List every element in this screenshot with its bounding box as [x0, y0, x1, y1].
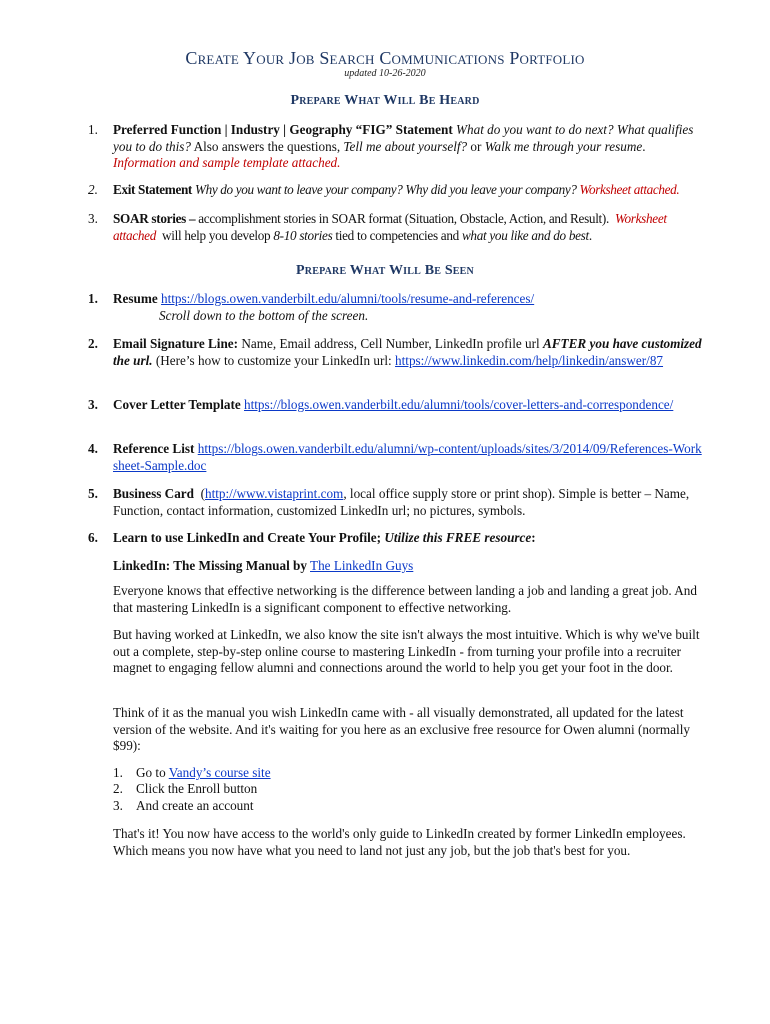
seen-item-2-number: 2.	[88, 336, 98, 351]
vistaprint-link[interactable]: http://www.vistaprint.com	[204, 486, 344, 501]
seen-item-4-number: 4.	[88, 441, 98, 456]
linkedin-paragraph-3: Think of it as the manual you wish LinkedIn came with - all visually demonstrated, all updated for the latest version of the website. And it's waiting for you here as an exclusive free resource for Owen alumni (normally $99):	[113, 705, 690, 753]
item-label: Preferred Function | Industry | Geography “FIG” Statement	[113, 122, 453, 137]
item-label: Business Card	[113, 486, 194, 501]
list-item: 1. Go to Vandy’s course site	[113, 765, 271, 780]
heard-item-fig-statement: Preferred Function | Industry | Geography “FIG” Statement What do you want to do next? What qualifies you to do this? Also answers the questions, Tell me about yourself? or Walk me through your resume. Information and sample template attached.	[113, 122, 694, 170]
seen-item-resume	[113, 291, 705, 324]
item-label: Reference List	[113, 441, 195, 456]
section-heading-seen: Prepare What Will Be Seen	[296, 263, 474, 278]
seen-item-6-number: 6.	[88, 530, 98, 545]
list-item: 2. Click the Enroll button	[113, 781, 258, 796]
heard-item-2-number: 2.	[88, 182, 98, 197]
resume-note: Scroll down to the bottom of the screen.	[159, 307, 369, 323]
heard-item-exit-statement: Exit Statement Why do you want to leave your company? Why did you leave your company? Worksheet attached.	[113, 182, 680, 197]
seen-item-linkedin: Learn to use LinkedIn and Create Your Profile; Utilize this FREE resource:	[113, 530, 536, 545]
list-item: 3. And create an account	[113, 798, 254, 813]
seen-item-email-signature: Email Signature Line: Name, Email address, Cell Number, LinkedIn profile url AFTER you have customized the url. (Here’s how to customize your LinkedIn url: https://www.linkedin.com/help/linkedin/answer/87	[113, 336, 702, 368]
cover-letter-link[interactable]: https://blogs.owen.vanderbilt.edu/alumni/tools/cover-letters-and-correspondence/	[244, 397, 674, 412]
linkedin-paragraph-1: Everyone knows that effective networking is the difference between landing a job and landing a great job. And that mastering LinkedIn is a significant component to effective networking.	[113, 583, 697, 615]
seen-item-5-number: 5.	[88, 486, 98, 501]
course-site-link[interactable]: Vandy’s course site	[168, 765, 271, 780]
heard-item-soar-stories: SOAR stories – accomplishment stories in SOAR format (Situation, Obstacle, Action, and Result). Worksheet attached will help you develop 8-10 stories tied to competencies and what you like and do best.	[113, 211, 667, 243]
heard-item-3-number: 3.	[88, 211, 98, 226]
item-label: Exit Statement	[113, 182, 192, 197]
linkedin-paragraph-4: That's it! You now have access to the world's only guide to LinkedIn created by former LinkedIn employees. Which means you now have what you need to land not just any job, but the job that's best for you.	[113, 826, 686, 858]
attachment-note: Worksheet attached	[113, 211, 667, 243]
seen-item-3-number: 3.	[88, 397, 98, 412]
linkedin-guys-link[interactable]: The LinkedIn Guys	[310, 558, 414, 573]
linkedin-paragraph-2: But having worked at LinkedIn, we also know the site isn't always the most intuitive. Which is why we've built out a complete, step-by-step online course to mastering LinkedIn - from turning your profile into a recruiter magnet to engaging fellow alumni and connections around the world to help you get your foot in the door.	[113, 627, 700, 675]
item-label: Cover Letter Template	[113, 397, 241, 412]
item-label: SOAR stories –	[113, 211, 196, 226]
item-label: Email Signature Line:	[113, 336, 239, 351]
item-label: Learn to use LinkedIn and Create Your Profile;	[113, 530, 382, 545]
heard-item-1-number: 1.	[88, 122, 98, 137]
seen-item-cover-letter	[113, 397, 705, 414]
section-heading-heard: Prepare What Will Be Heard	[290, 93, 480, 108]
page-title: Create Your Job Search Communications Portfolio	[185, 48, 585, 68]
seen-item-business-card: Business Card (http://www.vistaprint.com, local office supply store or print shop). Simple is better – Name, Function, contact information, customized LinkedIn url; no pictures, symbols.	[113, 486, 690, 518]
resume-link[interactable]: https://blogs.owen.vanderbilt.edu/alumni/tools/resume-and-references/	[160, 291, 535, 306]
reference-list-link[interactable]: https://blogs.owen.vanderbilt.edu/alumni/wp-content/uploads/sites/3/2014/09/References-Worksheet-Sample.doc	[113, 441, 702, 473]
item-label: Resume	[113, 291, 158, 306]
linkedin-manual-title: LinkedIn: The Missing Manual by The LinkedIn Guys	[113, 558, 414, 573]
linkedin-help-link[interactable]: https://www.linkedin.com/help/linkedin/answer/87	[395, 352, 664, 368]
attachment-note: Information and sample template attached.	[113, 155, 341, 170]
seen-item-reference-list	[113, 441, 705, 474]
seen-item-1-number: 1.	[88, 291, 98, 306]
updated-date: updated 10-26-2020	[344, 68, 426, 79]
attachment-note: Worksheet attached.	[579, 182, 680, 197]
